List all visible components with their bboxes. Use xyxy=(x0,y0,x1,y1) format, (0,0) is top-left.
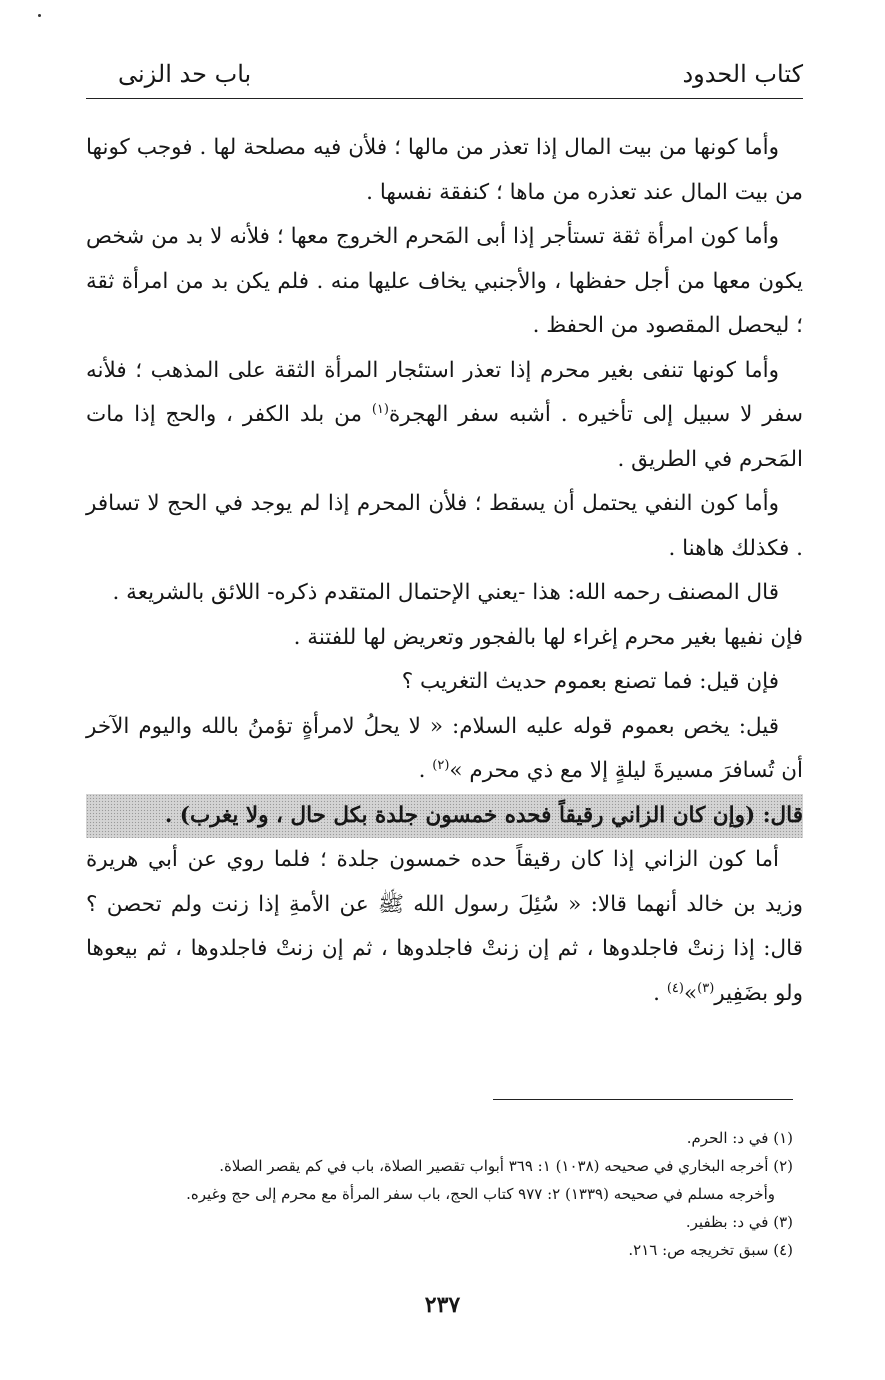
text-line: وزيد بن خالد أنهما قالا: « سُئِلَ رسول الله ﷺ عن الأمةِ إذا زنت ولم تحصن ؟ xyxy=(86,891,803,917)
text-line: وأما كون النفي يحتمل أن يسقط ؛ فلأن المحرم إذا لم يوجد في الحج لا xyxy=(147,491,779,516)
chapter-title: باب حد الزنى xyxy=(118,60,252,88)
text-line: أما كون الزاني إذا كان رقيقاً حده خمسون جلدة ؛ فلما روي عن أبي هريرة xyxy=(86,847,779,872)
footnote-ref-4[interactable]: (٤) xyxy=(666,980,684,996)
running-header xyxy=(86,52,803,99)
text-line: وأما كون امرأة ثقة تستأجر إذا أبى المَحرم الخروج معها ؛ فلأنه لا بد من xyxy=(151,224,779,249)
footnotes xyxy=(86,1124,793,1264)
footnote-ref-3[interactable]: (٣) xyxy=(697,980,715,996)
page-number: ٢٣٧ xyxy=(424,1292,461,1318)
text-line: تسافر . فكذلك هاهنا . xyxy=(86,491,803,561)
footnote-2: (٢) أخرجه البخاري في صحيحه (١٠٣٨) ١: ٣٦٩ أبواب تقصير الصلاة، باب في كم يقصر الصلاة. xyxy=(219,1157,793,1175)
text-line: قيل: يخص بعموم قوله عليه السلام: « لا يحلُ لامرأةٍ تؤمنُ بالله واليوم الآخر xyxy=(86,713,779,739)
text-line: من بلد الكفر ، والحج إذا مات xyxy=(86,402,372,427)
text-line: المَحرم في الطريق . xyxy=(617,446,803,472)
footnote-ref-1[interactable]: (١) xyxy=(371,401,389,417)
text-line: بيعوها ولو بضَفِير xyxy=(86,936,803,1006)
text-line: قال المصنف رحمه الله: هذا -يعني الإحتمال المتقدم ذكره- اللائق بالشريعة . xyxy=(112,580,779,605)
text-line: امرأة ثقة ؛ ليحصل المقصود من الحفظ . xyxy=(86,268,803,338)
book-title: كتاب الحدود xyxy=(682,60,803,88)
text-line: أن تُسافرَ مسيرةَ ليلةٍ إلا مع ذي محرم » xyxy=(449,758,803,783)
text-line: كونها من بيت المال عند تعذره من ماها ؛ كنفقة نفسها . xyxy=(86,135,803,205)
paragraph xyxy=(86,616,803,661)
text-line: قال: إذا زنتْ فاجلدوها ، ثم إن زنتْ فاجلدوها ، ثم إن زنتْ فاجلدوها ، ثم xyxy=(146,936,803,961)
text-line: . xyxy=(418,758,433,783)
footnote-2-continued: وأخرجه مسلم في صحيحه (١٣٣٩) ٢: ٩٧٧ كتاب الحج، باب سفر المرأة مع محرم إلى حج وغيره. xyxy=(186,1185,775,1203)
footnote-ref-2[interactable]: (٢) xyxy=(432,757,450,773)
text-line: » xyxy=(683,980,698,1006)
text-line: وأما كونها من بيت المال إذا تعذر من مالها ؛ فلأن فيه مصلحة لها . فوجب xyxy=(136,135,779,160)
footnote-1: (١) في د: الحرم. xyxy=(686,1129,793,1147)
text-line: . xyxy=(653,980,667,1006)
text-line: فإن قيل: فما تصنع بعموم حديث التغريب ؟ xyxy=(401,669,779,694)
text-line: فإن نفيها بغير محرم إغراء لها بالفجور وتعريض لها للفتنة . xyxy=(293,624,803,650)
text-line: وأما كونها تنفى بغير محرم إذا تعذر استئجار المرأة الثقة على المذهب ؛ فلأنه xyxy=(86,357,779,383)
paragraph xyxy=(86,349,803,483)
paragraph xyxy=(86,215,803,349)
text-line: شخص يكون معها من أجل حفظها ، والأجنبي يخاف عليها منه . فلم يكن بد من xyxy=(86,224,803,294)
paragraph xyxy=(86,705,803,794)
footnote-4: (٤) سبق تخريجه ص: ٢١٦. xyxy=(628,1241,793,1259)
paragraph xyxy=(86,482,803,571)
text-line: سفر لا سبيل إلى تأخيره . أشبه سفر الهجرة xyxy=(388,402,803,427)
footnote-divider xyxy=(493,1099,793,1100)
main-text xyxy=(86,126,803,1016)
paragraph xyxy=(86,660,803,705)
footnote-3: (٣) في د: بظفير. xyxy=(685,1213,793,1231)
paragraph xyxy=(86,126,803,215)
scan-speck xyxy=(38,14,41,17)
paragraph xyxy=(86,838,803,1016)
paragraph xyxy=(86,571,803,616)
matn-highlight: قال: (وإن كان الزاني رقيقاً فحده خمسون جلدة بكل حال ، ولا يغرب) . xyxy=(86,794,803,839)
